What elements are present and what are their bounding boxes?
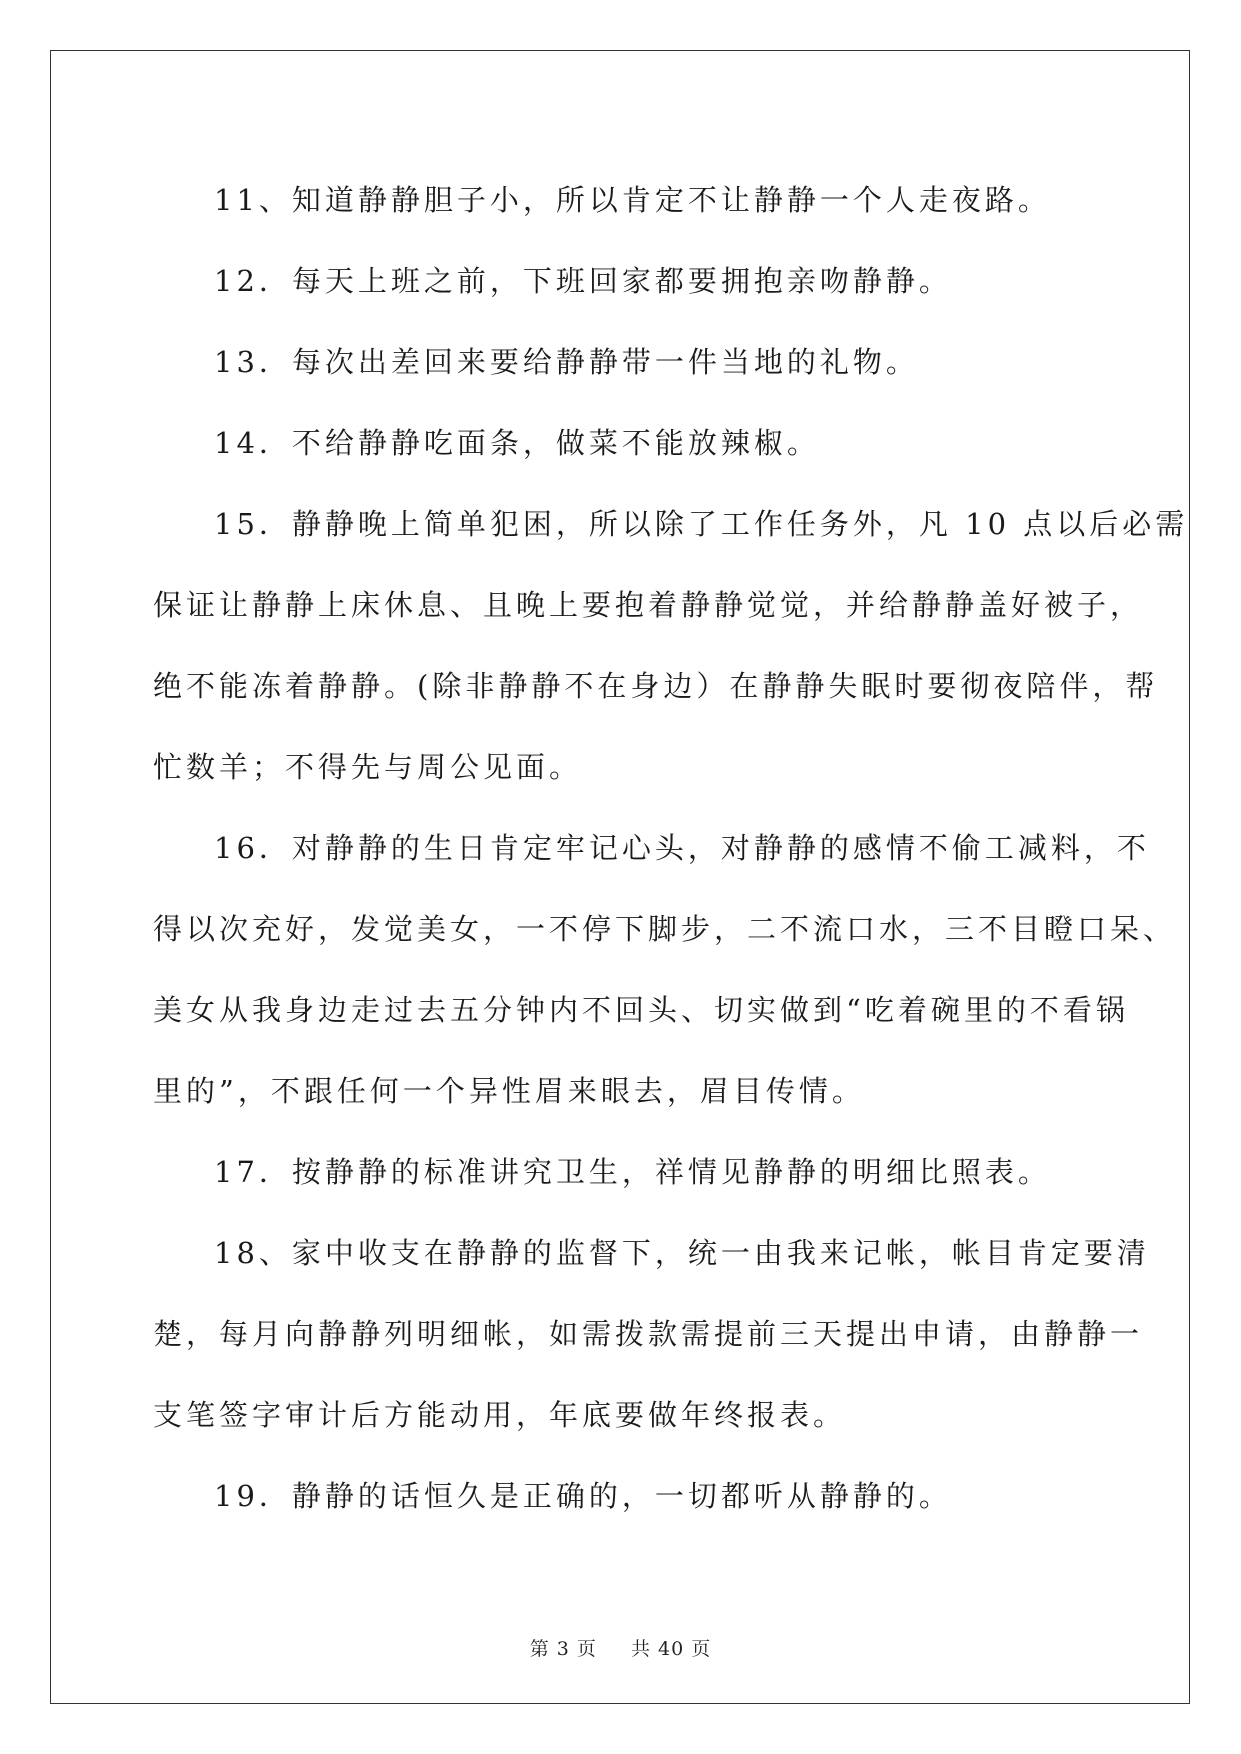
text-line: 楚，每月向静静列明细帐，如需拨款需提前三天提出申请，由静静一 [153,1317,1144,1351]
paragraph-18 [153,1213,1150,1456]
text-line: 12．每天上班之前，下班回家都要拥抱亲吻静静。 [214,264,952,298]
text-line: 13．每次出差回来要给静静带一件当地的礼物。 [214,345,919,379]
text-line: 16．对静静的生日肯定牢记心头，对静静的感情不偷工减料，不 [214,831,1150,865]
text-line: 忙数羊；不得先与周公见面。 [153,750,583,784]
document-body [153,160,1189,1537]
page-footer [0,1634,1241,1661]
page-total: 共 40 页 [631,1638,712,1660]
paragraph-17 [153,1132,1093,1213]
text-line: 绝不能冻着静静。(除非静静不在身边）在静静失眠时要彻夜陪伴，帮 [153,669,1159,703]
paragraph-16 [153,808,1177,1132]
text-line: 美女从我身边走过去五分钟内不回头、切实做到“吃着碗里的不看锅 [153,993,1129,1027]
text-line: 14．不给静静吃面条，做菜不能放辣椒。 [214,426,820,460]
text-line: 17．按静静的标准讲究卫生，祥情见静静的明细比照表。 [214,1155,1051,1189]
text-line: 保证让静静上床休息、且晚上要抱着静静觉觉，并给静静盖好被子， [153,588,1144,622]
paragraph-19 [153,1456,1093,1537]
page-number: 第 3 页 [529,1638,597,1660]
text-line: 18、家中收支在静静的监督下，统一由我来记帐，帐目肯定要清 [214,1236,1150,1270]
paragraph-15 [153,484,1189,808]
text-line: 19．静静的话恒久是正确的，一切都听从静静的。 [214,1479,952,1513]
paragraph-13 [153,322,1093,403]
text-line: 得以次充好，发觉美女，一不停下脚步，二不流口水，三不目瞪口呆、 [153,912,1177,946]
paragraph-14 [153,403,1093,484]
text-line: 里的”，不跟任何一个异性眉来眼去，眉目传情。 [153,1074,865,1108]
text-line: 15．静静晚上简单犯困，所以除了工作任务外，凡 10 点以后必需 [214,507,1189,541]
paragraph-12 [153,241,1093,322]
text-line: 支笔签字审计后方能动用，年底要做年终报表。 [153,1398,847,1432]
paragraph-11 [153,160,1093,241]
text-line: 11、知道静静胆子小，所以肯定不让静静一个人走夜路。 [214,183,1051,217]
